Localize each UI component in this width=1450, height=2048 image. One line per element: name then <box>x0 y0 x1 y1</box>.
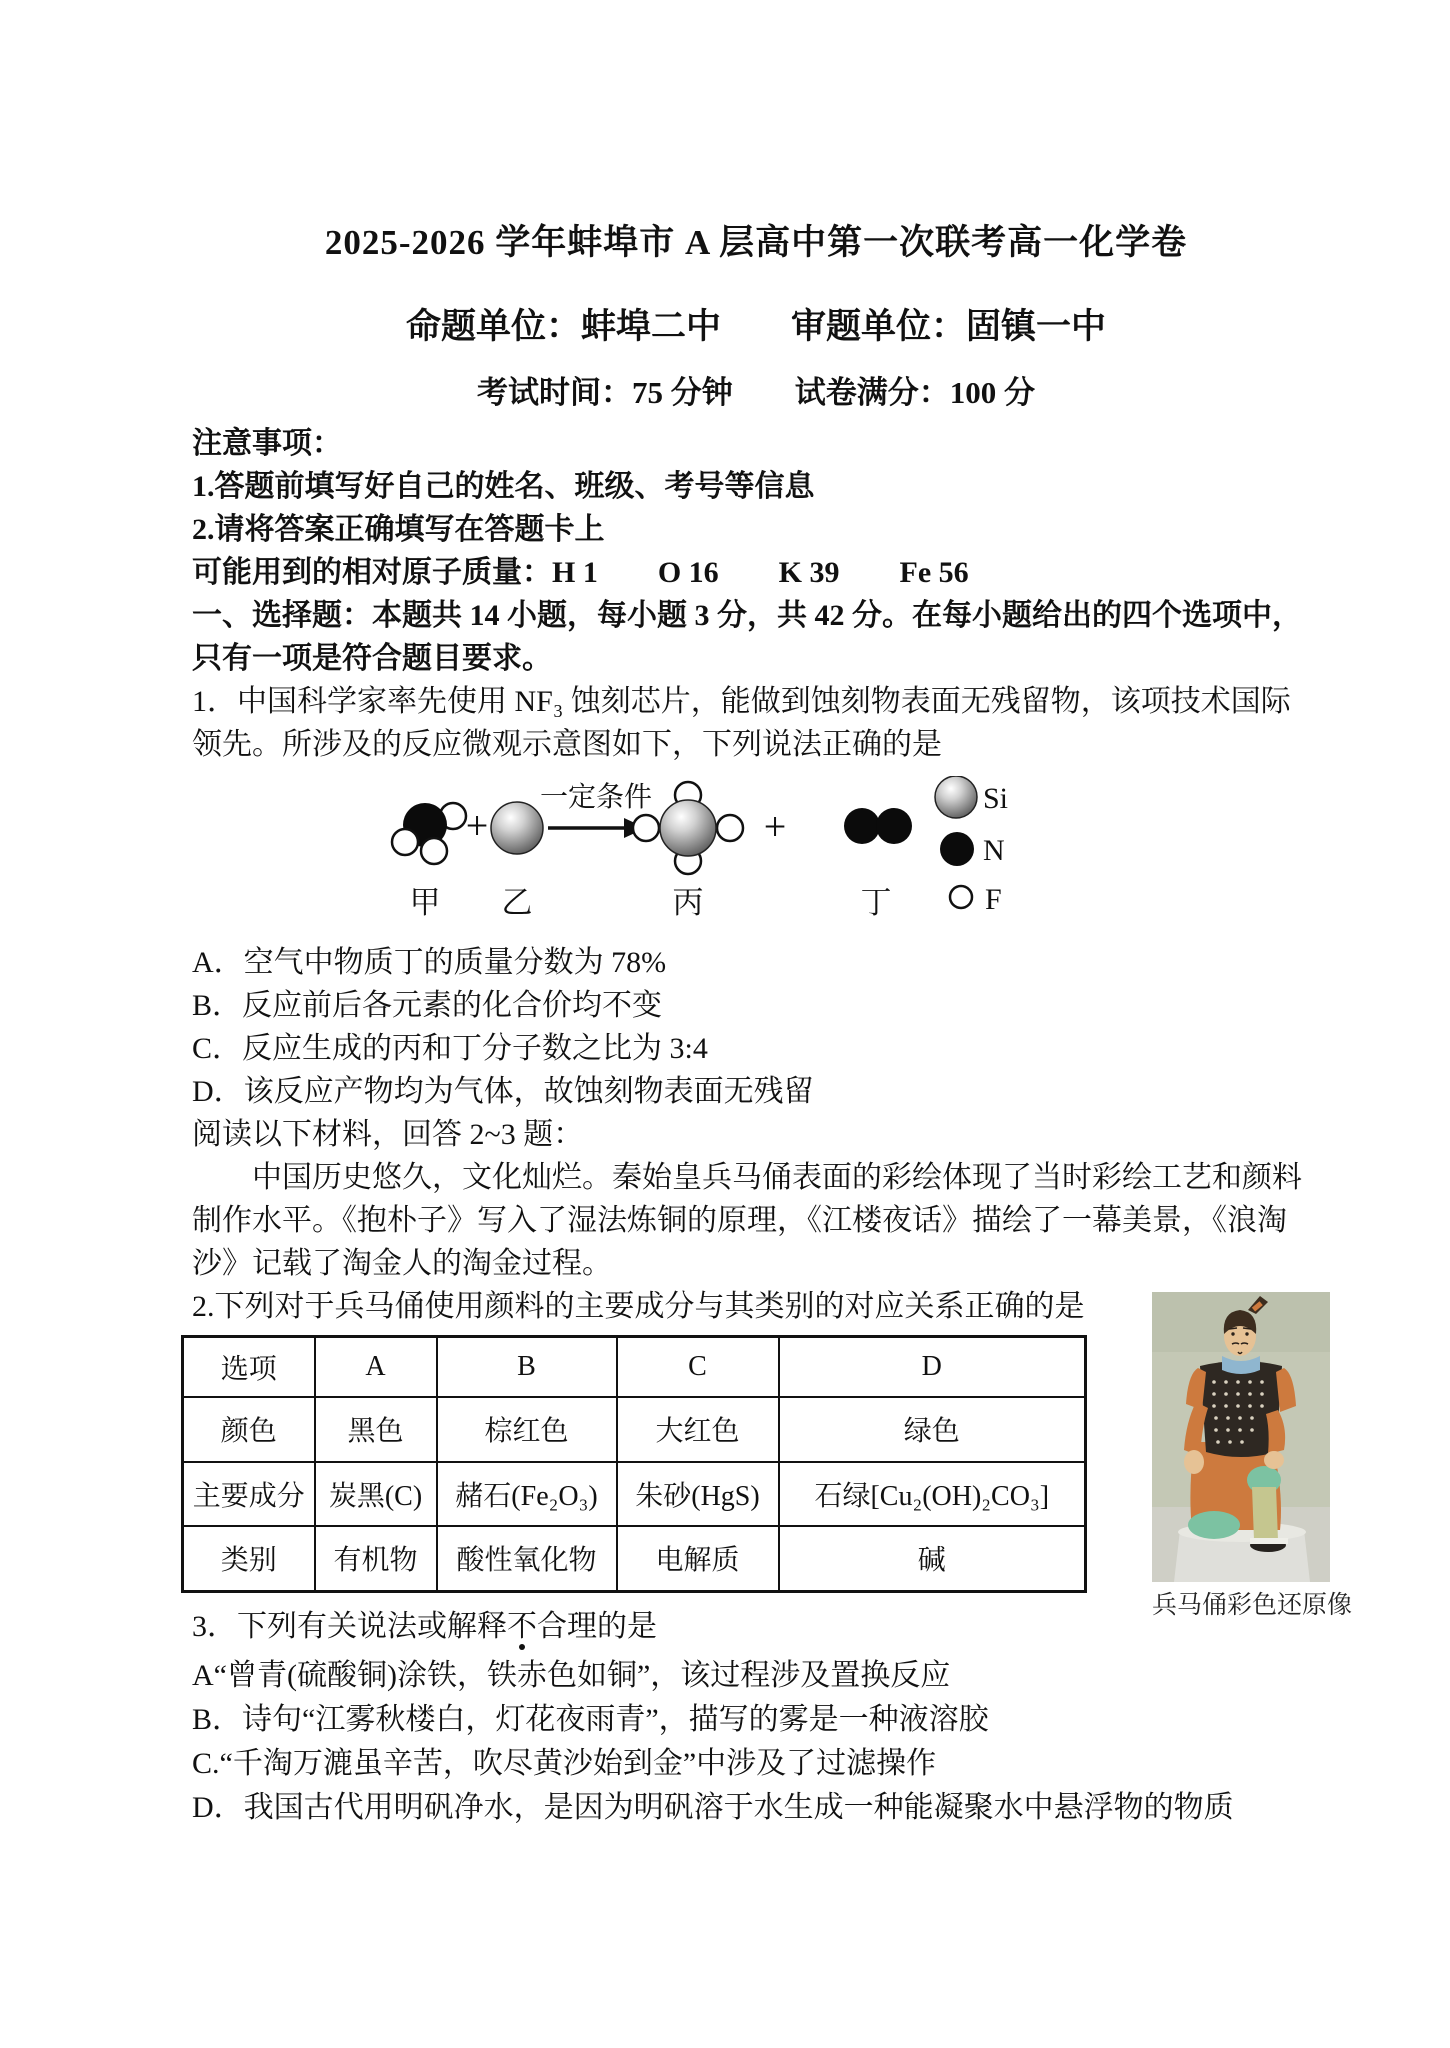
table-cell: B <box>437 1337 617 1397</box>
reaction-condition-label: 一定条件 <box>539 782 653 813</box>
legend-f-label: F <box>985 883 1002 916</box>
question1-options <box>192 941 1320 1113</box>
molecule-yi-si <box>491 802 543 854</box>
question1-option-c: C．反应生成的丙和丁分子数之比为 3:4 <box>192 1032 708 1065</box>
table-cell: C <box>617 1337 779 1397</box>
question3-stem-pre: 3．下列有关说法或解释 <box>192 1610 507 1643</box>
table-cell: 棕红色 <box>437 1397 617 1462</box>
question1-option-d: D．该反应产物均为气体，故蚀刻物表面无残留 <box>192 1075 814 1108</box>
reaction-diagram-svg <box>390 776 1020 931</box>
label-yi: 乙 <box>501 885 533 920</box>
question3-emphasized-char: 不 <box>507 1610 537 1643</box>
table-cell: 大红色 <box>617 1397 779 1462</box>
table-cell: 电解质 <box>617 1526 779 1592</box>
question3-stem-post: 合理的是 <box>537 1610 657 1643</box>
table-cell: 赭石(Fe₂O₃) <box>437 1462 617 1526</box>
notice-item-2: 2.请将答案正确填写在答题卡上 <box>192 513 605 546</box>
question3-stem <box>192 1605 1320 1648</box>
reading-intro: 阅读以下材料，回答 2~3 题： <box>192 1118 584 1151</box>
legend-si-label: Si <box>983 782 1009 815</box>
label-ding: 丁 <box>860 885 892 920</box>
question2-stem: 2.下列对于兵马俑使用颜料的主要成分与其类别的对应关系正确的是 <box>192 1290 1085 1323</box>
table-cell: 酸性氧化物 <box>437 1526 617 1592</box>
exam-setter-line: 命题单位：蚌埠二中 审题单位：固镇一中 <box>405 307 1106 346</box>
question1-option-b: B．反应前后各元素的化合价均不变 <box>192 989 663 1022</box>
page-title: 2025-2026 学年蚌埠市 A 层高中第一次联考高一化学卷 <box>324 223 1188 262</box>
section1-heading: 一、选择题：本题共 14 小题，每小题 3 分，共 42 分。在每小题给出的四个选项中，只有一项是符合题目要求。 <box>192 599 1302 675</box>
table-cell: 碱 <box>779 1526 1086 1592</box>
exam-time-score-line: 考试时间：75 分钟 试卷满分：100 分 <box>477 375 1035 410</box>
terracotta-warrior-photo <box>1152 1292 1330 1582</box>
question3-options <box>192 1654 1320 1830</box>
terracotta-warrior-figure <box>1152 1292 1353 1620</box>
table-cell: 选项 <box>183 1337 315 1397</box>
label-bing: 丙 <box>672 885 704 920</box>
atomic-masses-line: 可能用到的相对原子质量：H 1 O 16 K 39 Fe 56 <box>192 556 969 589</box>
notice-item-1: 1.答题前填写好自己的姓名、班级、考号等信息 <box>192 470 815 503</box>
table-cell: 绿色 <box>779 1397 1086 1462</box>
plus-sign-left: + <box>465 803 489 848</box>
question1-option-a: A．空气中物质丁的质量分数为 78% <box>192 946 667 979</box>
table-row-category <box>183 1526 1086 1592</box>
table-cell: 黑色 <box>315 1397 437 1462</box>
question3-option-b: B．诗句“江雾秋楼白，灯花夜雨青”，描写的雾是一种液溶胶 <box>192 1703 989 1736</box>
notice-heading: 注意事项： <box>192 427 342 460</box>
question3-option-d: D．我国古代用明矾净水，是因为明矾溶于水生成一种能凝聚水中悬浮物的物质 <box>192 1791 1234 1824</box>
reading-paragraph: 中国历史悠久，文化灿烂。秦始皇兵马俑表面的彩绘体现了当时彩绘工艺和颜料制作水平。《抱朴子》写入了湿法炼铜的原理，《江楼夜话》描绘了一幕美景，《浪淘沙》记载了淘金人的淘金过程。 <box>192 1161 1302 1280</box>
legend-si-sphere <box>935 776 977 818</box>
question2-table <box>181 1335 1087 1593</box>
table-cell: 主要成分 <box>183 1462 315 1526</box>
label-jia: 甲 <box>409 885 441 920</box>
legend-n-sphere <box>940 832 974 866</box>
table-cell: D <box>779 1337 1086 1397</box>
table-cell: 颜色 <box>183 1397 315 1462</box>
question1-stem: 1．中国科学家率先使用 NF₃ 蚀刻芯片，能做到蚀刻物表面无残留物，该项技术国际领先。所涉及的反应微观示意图如下，下列说法正确的是 <box>192 685 1291 761</box>
diagram-legend <box>935 776 1008 916</box>
figure-caption: 兵马俑彩色还原像 <box>1152 1592 1353 1619</box>
legend-n-label: N <box>983 834 1005 867</box>
table-cell: 朱砂(HgS) <box>617 1462 779 1526</box>
table-row-color <box>183 1397 1086 1462</box>
table-cell: A <box>315 1337 437 1397</box>
molecule-jia-nf3 <box>392 803 466 864</box>
molecule-ding-n2 <box>844 808 912 844</box>
table-row-main-component <box>183 1462 1086 1526</box>
table-cell: 有机物 <box>315 1526 437 1592</box>
legend-f-circle <box>950 886 972 908</box>
question1-reaction-diagram <box>390 776 1320 931</box>
table-cell: 炭黑(C) <box>315 1462 437 1526</box>
reaction-arrow <box>548 818 646 838</box>
question3-option-c: C.“千淘万漉虽辛苦，吹尽黄沙始到金”中涉及了过滤操作 <box>192 1747 937 1780</box>
table-row-option <box>183 1337 1086 1397</box>
table-cell: 石绿[Cu₂(OH)₂CO₃] <box>779 1462 1086 1526</box>
table-cell: 类别 <box>183 1526 315 1592</box>
plus-sign-right: + <box>763 804 787 849</box>
question3-option-a: A“曾青(硫酸铜)涂铁，铁赤色如铜”，该过程涉及置换反应 <box>192 1659 951 1692</box>
